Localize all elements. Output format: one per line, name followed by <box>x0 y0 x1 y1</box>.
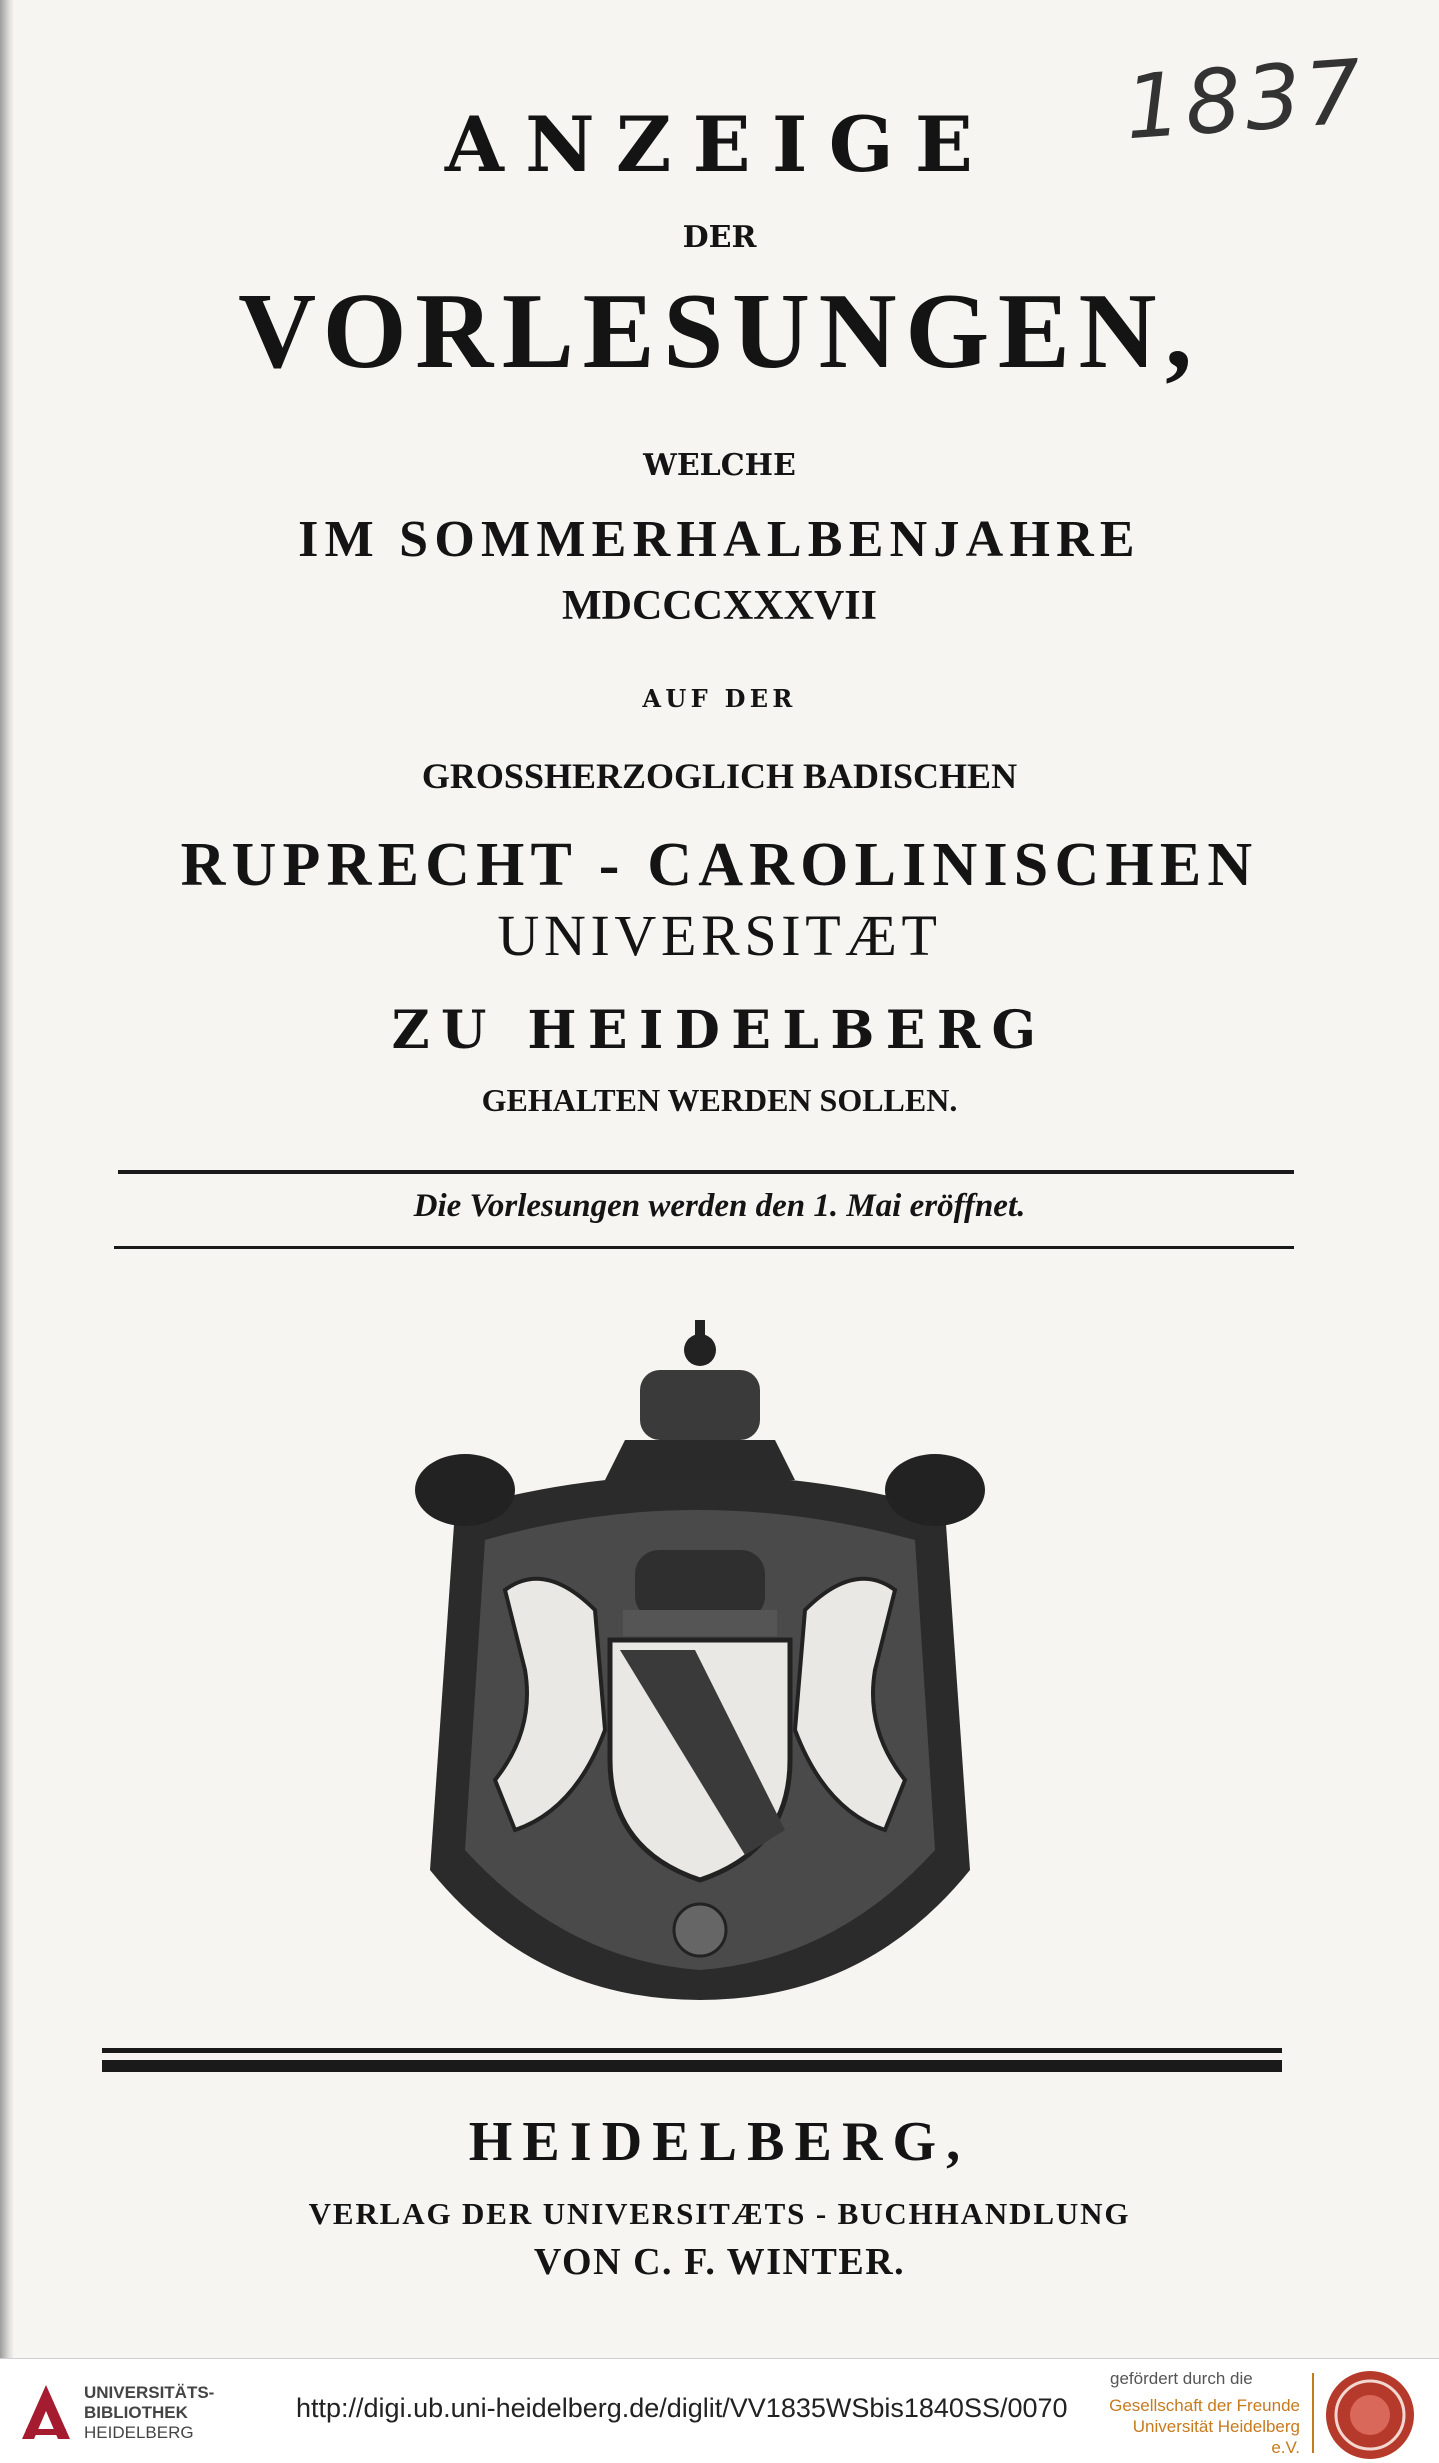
opening-note: Die Vorlesungen werden den 1. Mai eröffnet. <box>413 1188 1026 1224</box>
double-rule-bottom <box>102 2060 1282 2072</box>
library-logo-line-1: UNIVERSITÄTS- <box>84 2383 215 2402</box>
library-logo-line-3: HEIDELBERG <box>84 2423 194 2442</box>
line-auf-der: AUF DER <box>642 684 797 713</box>
line-year: MDCCCXXXVII <box>562 583 877 629</box>
sponsor-prefix: gefördert durch die <box>1110 2369 1253 2388</box>
title-anzeige: ANZEIGE <box>444 100 995 189</box>
imprint-city: HEIDELBERG, <box>468 2111 971 2173</box>
line-zu-heidelberg: ZU HEIDELBERG <box>391 1000 1048 1061</box>
sponsor-name[interactable] <box>1100 2395 1300 2458</box>
line-welche: WELCHE <box>643 448 796 483</box>
line-gehalten: GEHALTEN WERDEN SOLLEN. <box>481 1082 958 1118</box>
sponsor-line-1: Gesellschaft der Freunde <box>1109 2396 1300 2415</box>
title-vorlesungen: VORLESUNGEN, <box>238 272 1201 391</box>
library-logo-icon[interactable] <box>16 2379 76 2445</box>
imprint-publisher: VERLAG DER UNIVERSITÆTS - BUCHHANDLUNG <box>308 2196 1131 2231</box>
viewer-footer <box>0 2358 1439 2463</box>
line-grossherzoglich: GROSSHERZOGLICH BADISCHEN <box>421 756 1018 796</box>
footer-divider <box>1312 2373 1314 2453</box>
imprint-von: VON C. F. WINTER. <box>533 2241 906 2283</box>
library-logo-line-2: BIBLIOTHEK <box>84 2403 188 2422</box>
handwritten-year: 1837 <box>1121 39 1369 160</box>
rule-bottom <box>114 1246 1294 1249</box>
title-der: DER <box>682 220 757 255</box>
library-logo-text[interactable] <box>84 2383 214 2443</box>
line-ruprecht: RUPRECHT - CAROLINISCHEN <box>180 831 1259 899</box>
double-rule-top <box>102 2048 1282 2053</box>
baden-coat-of-arms <box>395 1310 1005 2000</box>
sponsor-line-2: Universität Heidelberg e.V. <box>1132 2417 1300 2457</box>
university-seal-icon[interactable] <box>1322 2367 1418 2463</box>
line-semester: IM SOMMERHALBENJAHRE <box>298 511 1141 568</box>
line-universitaet: UNIVERSITÆT <box>497 903 942 968</box>
rule-top <box>118 1170 1294 1174</box>
permalink-url[interactable]: http://digi.ub.uni-heidelberg.de/diglit/VV1835WSbis1840SS/0070 <box>296 2393 1068 2423</box>
